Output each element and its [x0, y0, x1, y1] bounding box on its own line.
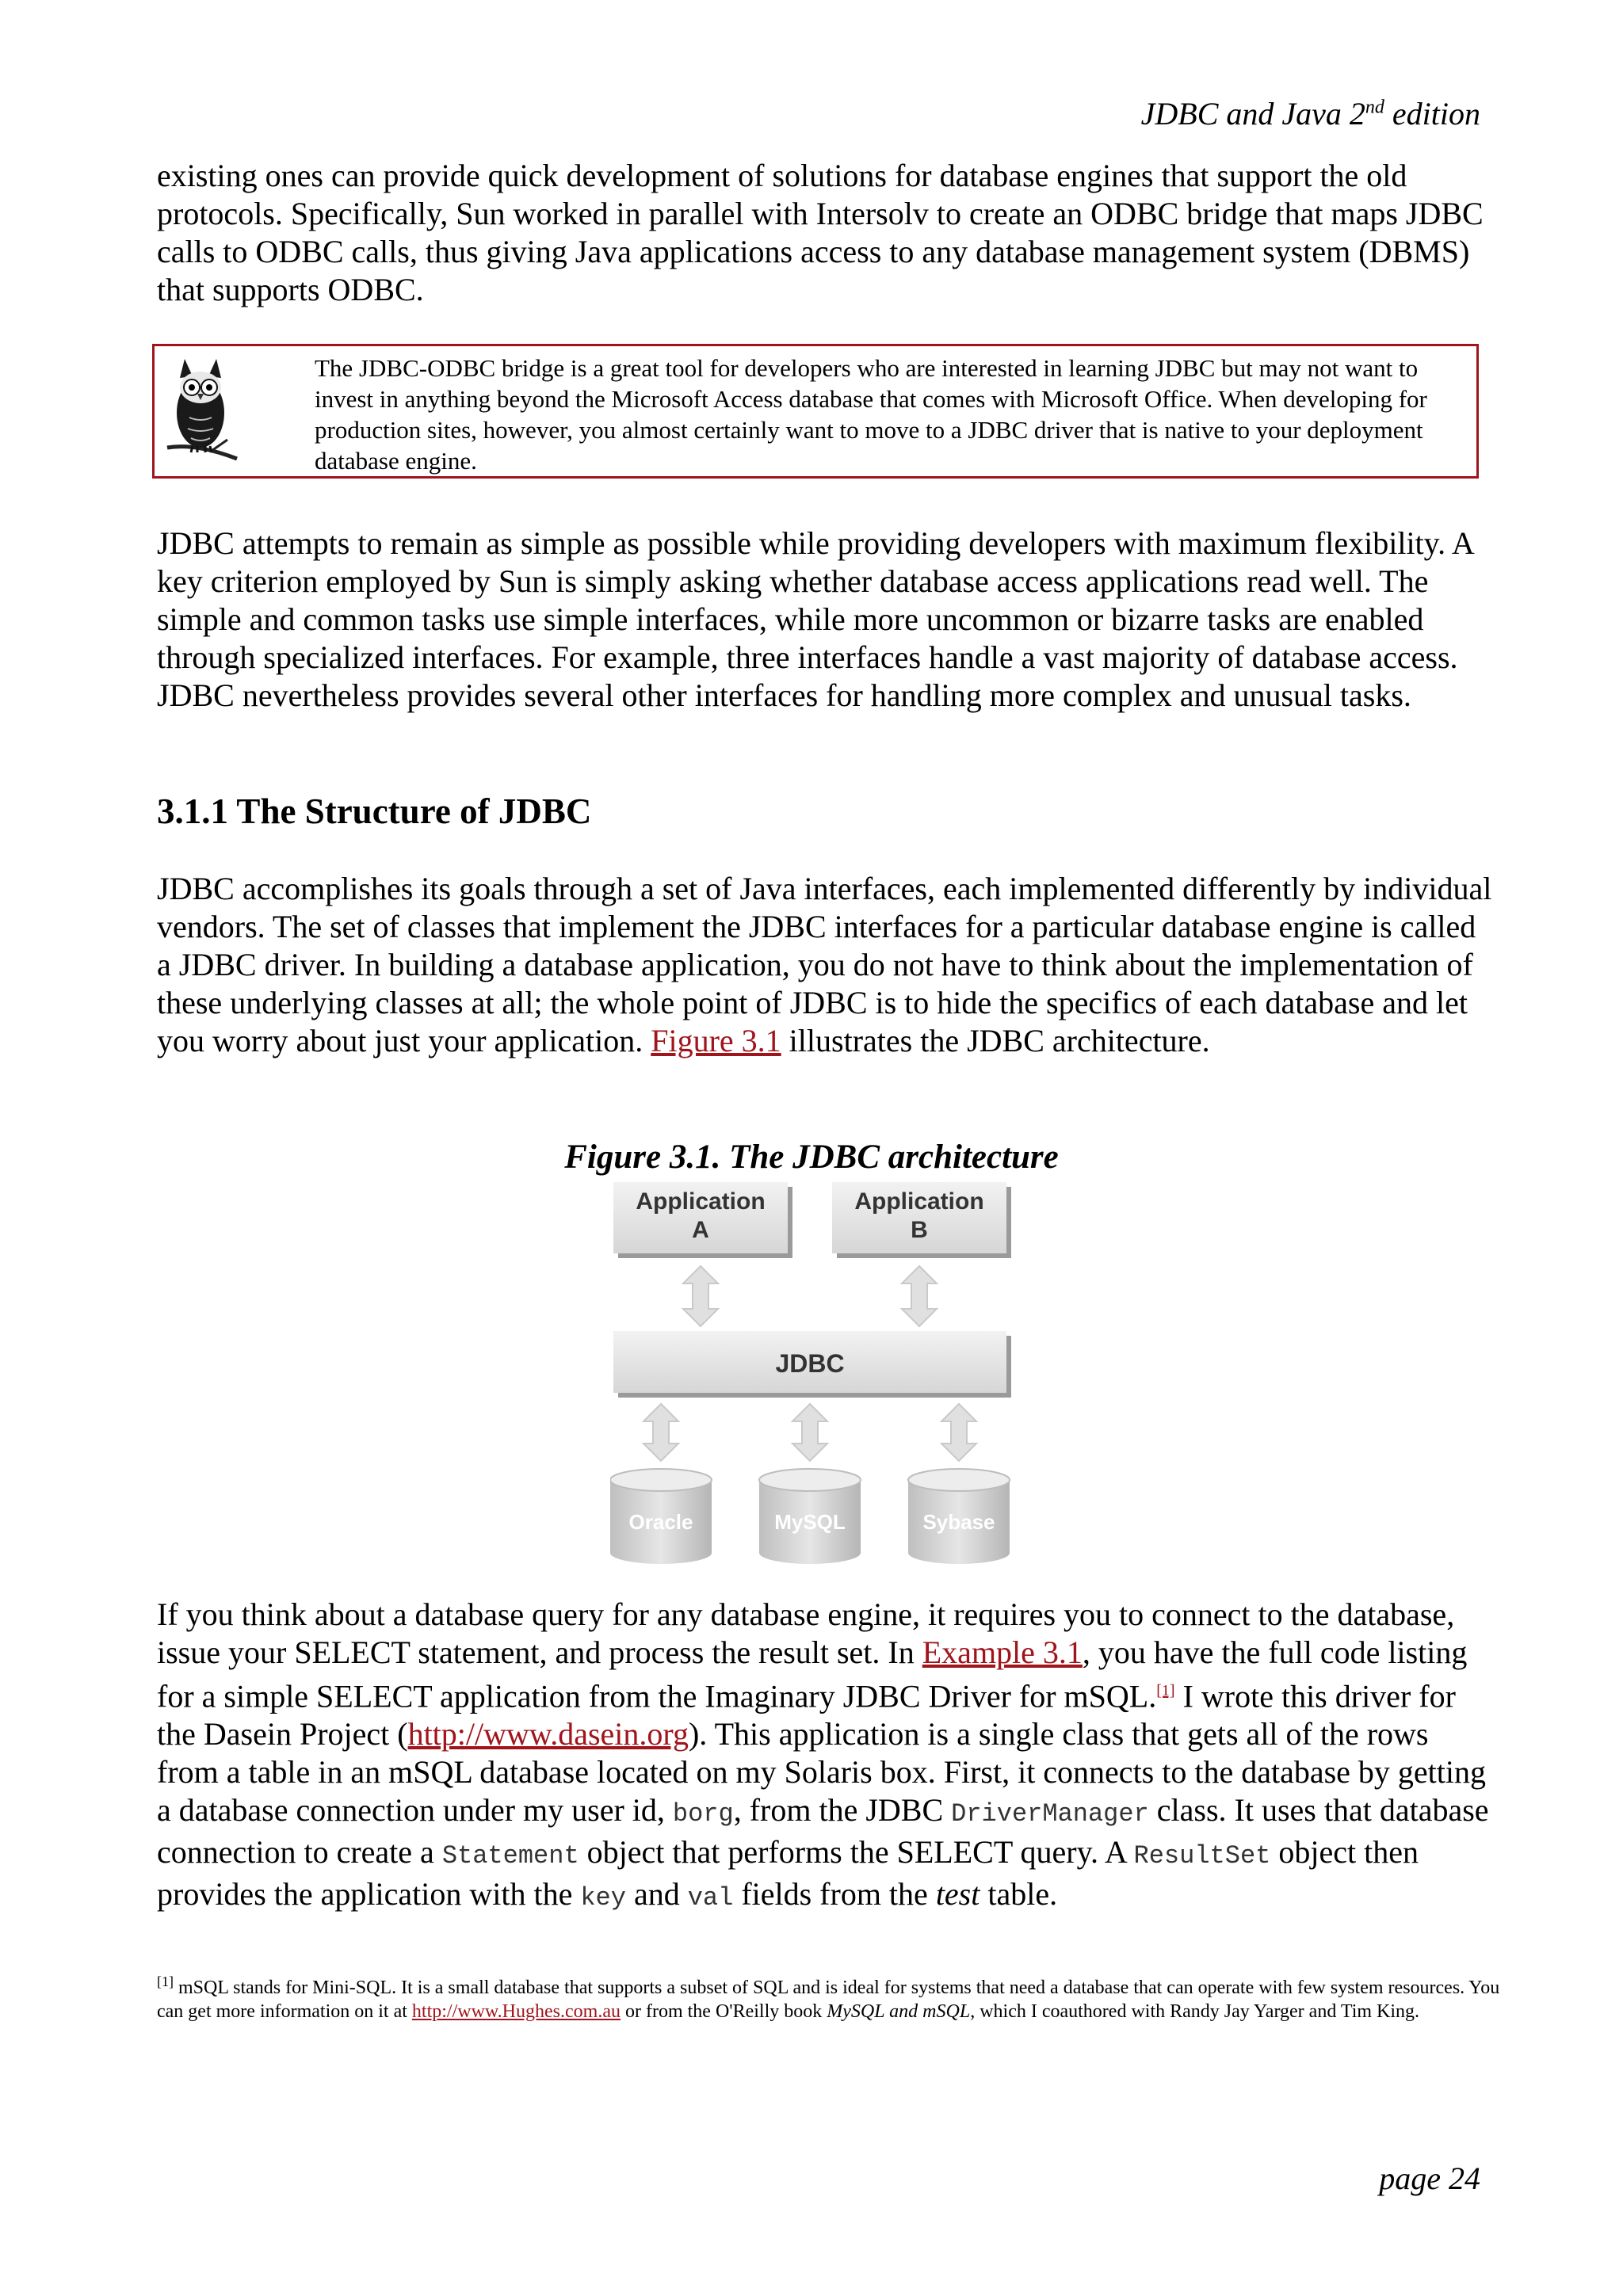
paragraph-2: JDBC attempts to remain as simple as possible while providing developers with maximum flexibility. A key criterion employed by Sun is simply asking whether database access applications read well. The simple and common tasks use simple interfaces, while more uncommon or bizarre tasks are enabled through specialized interfaces. For example, three interfaces handle a vast majority of database access. JDBC nevertheless provides several other interfaces for handling more complex and unusual tasks. [157, 525, 1473, 713]
running-header [1141, 95, 1480, 132]
header-title-end: edition [1384, 96, 1480, 132]
hughes-url-link[interactable]: http://www.Hughes.com.au [411, 2001, 621, 2022]
paragraph-4-text: and [625, 1876, 688, 1913]
mysql-database [759, 1469, 861, 1564]
paragraph-3-text-a: JDBC accomplishes its goals through a set of Java interfaces, each implemented differently by individual vendors. The set of classes that implement the JDBC interfaces for a particular database engine is called a JDBC driver. In building a database application, you do not have to think about the implementation of these underlying classes at all; the whole point of JDBC is to hide the specifics of each database and let you worry about just your application. [157, 871, 1492, 1058]
figure-caption: Figure 3.1. The JDBC architecture [564, 1138, 1059, 1176]
arrow-jdbc-mysql [792, 1404, 827, 1461]
footnote-1-link[interactable]: [1] [1156, 1682, 1175, 1699]
paragraph-1: existing ones can provide quick development of solutions for database engines that support the old protocols. Specifically, Sun worked in parallel with Intersolv to create an ODBC bridge that maps JDBC calls to ODBC calls, thus giving Java applications access to any database management system (DBMS) that supports ODBC. [157, 158, 1484, 307]
code-statement: Statement [441, 1841, 579, 1871]
footnote-book-title: MySQL and mSQL [827, 2001, 971, 2022]
arrow-jdbc-oracle [643, 1404, 678, 1461]
oracle-database [610, 1469, 712, 1564]
paragraph-4 [157, 1596, 1496, 1917]
paragraph-4-text: object then provides the application with the [157, 1834, 1419, 1913]
code-drivermanager: DriverManager [951, 1799, 1149, 1829]
sybase-label: Sybase [922, 1510, 995, 1534]
footnote-text: , which I coauthored with Randy Jay Yarger and Tim King. [970, 2001, 1420, 2022]
application-b-box [832, 1182, 1011, 1258]
header-superscript: nd [1365, 97, 1384, 118]
sybase-database [908, 1469, 1010, 1564]
note-box [152, 344, 1479, 479]
dasein-url-link[interactable]: http://www.dasein.org [407, 1716, 689, 1753]
figure-3-1-link[interactable]: Figure 3.1 [651, 1023, 781, 1058]
code-borg: borg [672, 1799, 734, 1829]
emphasis-test: test [935, 1876, 980, 1913]
paragraph-4-text: ). This application is a single class that gets all of the rows from a table in an mSQL database located on my Solaris box. First, it connects to the database by getting a database connection under my user id, [157, 1716, 1487, 1829]
paragraph-4-text: object that performs the SELECT query. A [579, 1834, 1134, 1871]
arrow-app-b-jdbc [902, 1266, 937, 1326]
header-title: JDBC and Java 2 [1140, 96, 1365, 132]
jdbc-label: JDBC [775, 1349, 845, 1378]
footnote-text: mSQL stands for Mini-SQL. It is a small database that supports a subset of SQL and is ideal for systems that need a database that can operate with few system resources. You can get more information on it at [157, 1978, 1500, 2022]
page-number: page 24 [1379, 2161, 1480, 2196]
jdbc-layer-box [613, 1331, 1011, 1398]
application-a-letter: A [692, 1217, 709, 1243]
application-b-letter: B [911, 1217, 928, 1243]
code-val: val [687, 1883, 734, 1913]
paragraph-4-text: , from the JDBC [733, 1792, 952, 1829]
paragraph-4-text: , you have the full code listing for a simple SELECT application from the Imaginary JDBC Driver for mSQL. [157, 1634, 1468, 1714]
footnote-mark: [1] [157, 1974, 174, 1989]
application-a-label: Application [636, 1188, 766, 1215]
footnote-1 [157, 1970, 1504, 2023]
paragraph-4-text: table. [980, 1876, 1058, 1913]
note-text: The JDBC-ODBC bridge is a great tool for developers who are interested in learning JDBC but may not want to invest in anything beyond the Microsoft Access database that comes with Microsoft Office. When developing for production sites, however, you almost certainly want to move to a JDBC driver that is native to your deployment database engine. [315, 354, 1427, 475]
arrow-jdbc-sybase [941, 1404, 976, 1461]
oracle-label: Oracle [628, 1510, 693, 1534]
paragraph-4-text: fields from the [733, 1876, 936, 1913]
paragraph-3-text-b: illustrates the JDBC architecture. [781, 1023, 1210, 1058]
paragraph-4-text: If you think about a database query for any database engine, it requires you to connect to the database, issue your SELECT statement, and process the result set. In [157, 1596, 1455, 1670]
jdbc-architecture-diagram [610, 1180, 1038, 1569]
application-a-box [613, 1182, 792, 1258]
footnote-text: or from the O'Reilly book [620, 2001, 827, 2022]
application-b-label: Application [854, 1188, 984, 1215]
arrow-app-a-jdbc [683, 1266, 718, 1326]
paragraph-3 [157, 870, 1496, 1060]
example-3-1-link[interactable]: Example 3.1 [922, 1634, 1083, 1670]
code-resultset: ResultSet [1133, 1841, 1271, 1871]
code-key: key [580, 1883, 626, 1913]
mysql-label: MySQL [774, 1510, 846, 1534]
owl-icon [164, 354, 240, 467]
section-heading: 3.1.1 The Structure of JDBC [157, 791, 592, 831]
paragraph-4-text: class. It uses that database connection to create a [157, 1792, 1489, 1871]
paragraph-4-text: I wrote this driver for the Dasein Project ( [157, 1678, 1456, 1753]
